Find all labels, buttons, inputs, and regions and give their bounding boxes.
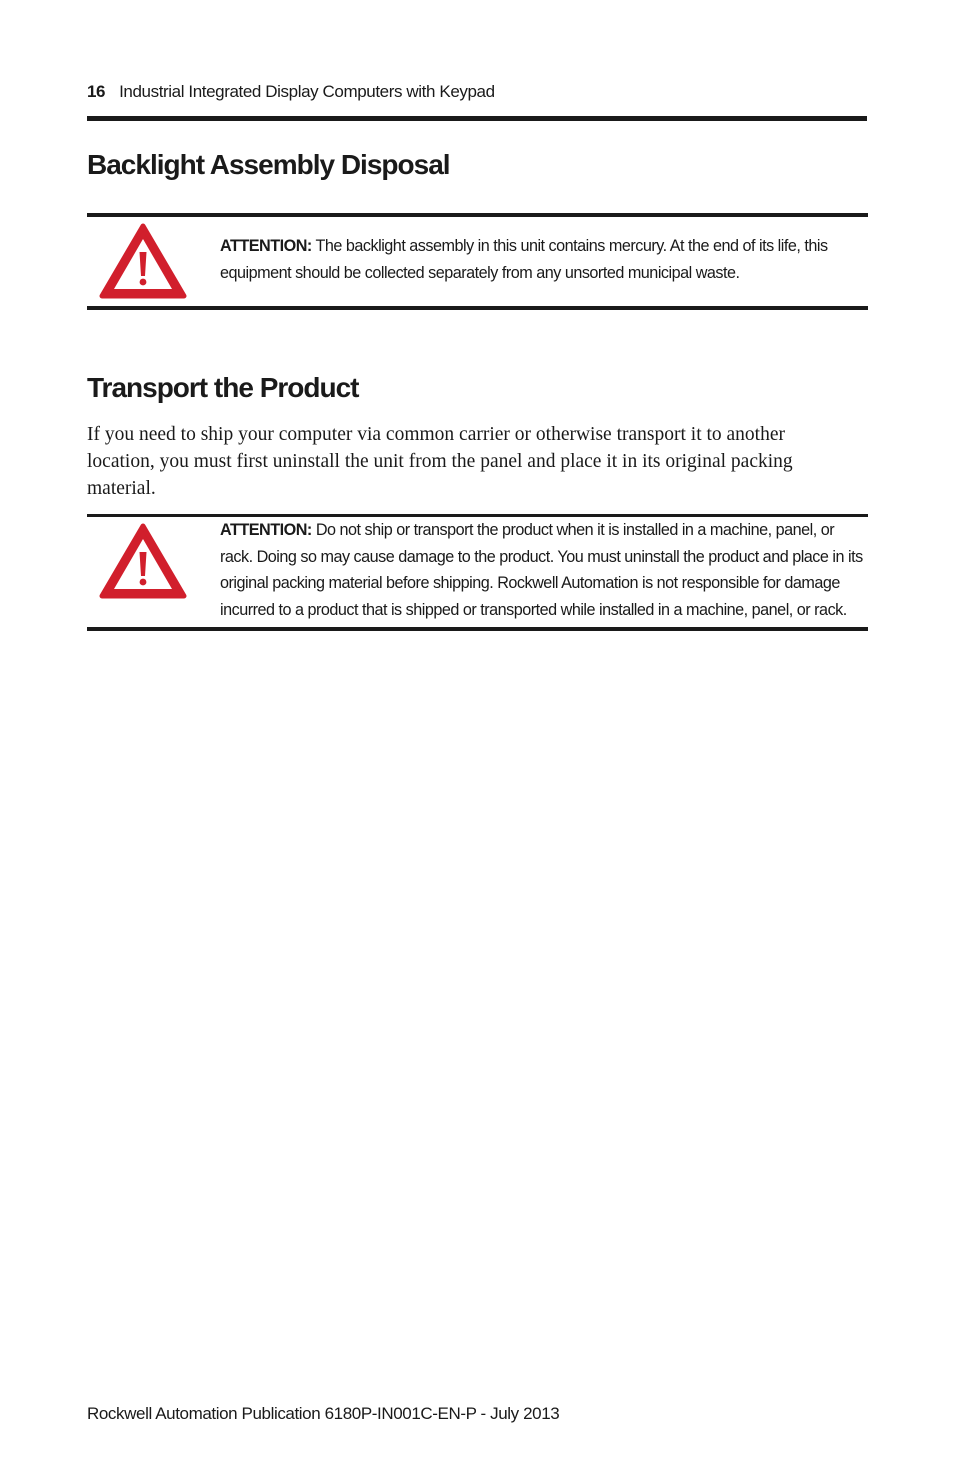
document-title: Industrial Integrated Display Computers with Keypad [119, 82, 495, 101]
publication-footer: Rockwell Automation Publication 6180P-IN001C-EN-P - July 2013 [87, 1404, 560, 1423]
section-heading-backlight-disposal: Backlight Assembly Disposal [87, 149, 450, 180]
header-rule [87, 116, 867, 121]
attention-text: Do not ship or transport the product when it is installed in a machine, panel, or rack. Doing so may cause damage to the product. You must uninstall the product and place in its original packing material before shipping. Rockwell Automation is not responsible for damage incurred to a product that is shipped or transported while installed in a machine, panel, or rack. [220, 521, 863, 619]
warning-triangle-icon [99, 522, 187, 600]
running-header [87, 82, 867, 106]
attention-label: ATTENTION: [220, 521, 312, 539]
attention-label: ATTENTION: [220, 237, 312, 255]
body-paragraph: If you need to ship your computer via common carrier or otherwise transport it to another location, you must first uninstall the unit from the panel and place it in its original packing material. [87, 424, 793, 499]
section-heading-transport-product: Transport the Product [87, 372, 359, 403]
attention-top-rule [87, 213, 868, 217]
page-number: 16 [87, 82, 106, 101]
attention-bottom-rule [87, 627, 868, 631]
attention-notice-backlight [220, 233, 868, 286]
warning-triangle-icon [99, 222, 187, 300]
attention-bottom-rule [87, 306, 868, 310]
attention-notice-transport [220, 517, 868, 623]
attention-text: The backlight assembly in this unit contains mercury. At the end of its life, this equipment should be collected separately from any unsorted municipal waste. [220, 237, 828, 282]
